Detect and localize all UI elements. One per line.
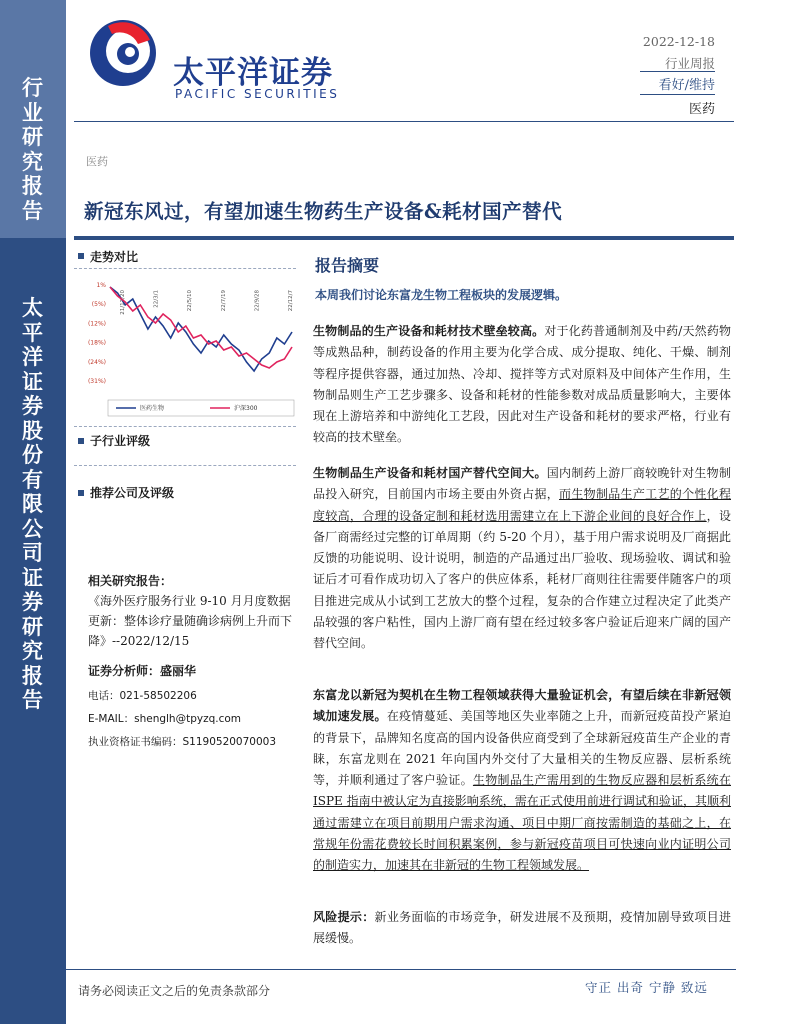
trend-chart — [82, 280, 298, 420]
rec-label: 推荐公司及评级 — [90, 486, 175, 500]
y-tick-label: (18%) — [87, 339, 106, 347]
category-label: 医药 — [86, 155, 108, 168]
divider — [74, 426, 296, 427]
summary-paragraph-3 — [313, 685, 731, 877]
analyst-email: E-MAIL：shenglh@tpyzq.com — [88, 713, 242, 725]
x-tick-label: 22/3/1 — [153, 290, 160, 308]
sidebar-main-label: 太 平 洋 证 券 股 份 有 限 公 司 证 券 研 究 报 告 — [22, 295, 44, 712]
paragraph-body: 对于化药普通制剂及中药/天然药物等成熟品种，制药设备的作用主要为化学合成、成分提取、纯化、干燥、制剂等程序提供容器，通过加热、冷却、搅拌等方式对原料及中间体产生作用，生物制品则生产工艺步骤多、设备和耗材的性能参数对成品质量影响大，主要体现在上游培养和中游纯化工艺段，因此对生产设备和耗材的要求严格，行业有较高的技术壁垒。 — [313, 324, 731, 445]
y-tick-label: 1% — [96, 282, 106, 289]
summary-paragraph-2 — [313, 463, 731, 655]
series-line — [110, 287, 292, 371]
x-tick-label: 22/5/10 — [187, 290, 194, 312]
related-text: 《海外医疗服务行业 9-10 月月度数据更新：整体诊疗量随确诊病例上升而下降》--2022/12/15 — [88, 594, 293, 648]
x-tick-label: 21/12/20 — [120, 290, 126, 315]
x-tick-label: 22/7/19 — [220, 290, 227, 312]
y-tick-label: (12%) — [87, 320, 106, 328]
divider — [74, 268, 296, 269]
summary-paragraph-1 — [313, 321, 731, 449]
header-rule — [74, 121, 734, 122]
y-tick-label: (24%) — [87, 358, 106, 366]
sub-rating-label: 子行业评级 — [90, 434, 151, 448]
sidebar-top-label: 行 业 研 究 报 告 — [22, 75, 44, 223]
header-divider — [640, 94, 715, 95]
rating-badge: 看好/维持 — [658, 78, 715, 93]
footer-rule — [66, 969, 736, 970]
analyst-phone: 电话：021-58502206 — [88, 690, 197, 702]
paragraph-body: ，设备厂商需经过完整的订单周期（约 5-20 个月），基于用户需求说明及厂商据此反馈的功能说明、设计说明，制造的产品通过出厂验收、现场验收、调试和验证后才可看作成功切入了客户的供应体系，耗材厂商则往往需要伴随客户的项目推进完成从小试到工艺放大的整个过程，复杂的合作建立过程决定了此类产品较强的客户粘性，国内上游厂商有望在经过较多客户验证后迎来广阔的国产替代空间。 — [313, 508, 731, 651]
report-date: 2022-12-18 — [642, 34, 715, 49]
header-divider — [640, 71, 715, 72]
summary-title: 报告摘要 — [315, 256, 380, 275]
report-type: 行业周报 — [664, 56, 715, 71]
paragraph-underlined: 而生物制品生产工艺的个性化程度较高，合理的设备定制和耗材选用需建立在上下游企业间的良好合作上 — [313, 487, 731, 523]
risk-text: 新业务面临的市场竞争，研发进展不及预期，疫情加剧导致项目进展缓慢。 — [313, 910, 731, 946]
related-research — [88, 571, 300, 651]
summary-subtitle: 本周我们讨论东富龙生物工程板块的发展逻辑。 — [315, 288, 568, 302]
paragraph-body: 在疫情蔓延、美国等地区失业率随之上升，而新冠疫苗投产紧迫的背景下，品牌知名度高的国内设备供应商受到了全球新冠疫苗生产企业的青睐，东富龙则在 2021 年向国内外交付了大量相关的生物反应器、层析系统等，并顺利通过了客户验证。 — [313, 709, 731, 788]
footer-motto: 守正 出奇 宁静 致远 — [585, 980, 708, 995]
legend-label: 沪深300 — [234, 405, 258, 412]
industry-label: 医药 — [688, 102, 715, 117]
risk-lead: 风险提示： — [313, 910, 375, 924]
logo-en-text: PACIFIC SECURITIES — [175, 87, 340, 101]
title-rule — [74, 236, 734, 240]
section-marker-icon — [78, 438, 84, 444]
risk-paragraph — [313, 907, 731, 950]
y-tick-label: (31%) — [87, 378, 106, 385]
logo-mark-icon — [88, 18, 158, 88]
paragraph-lead: 东富龙以新冠为契机在生物工程领域获得大量验证机会，有望后续在非新冠领域加速发展。 — [313, 688, 731, 724]
page-title: 新冠东风过，有望加速生物药生产设备&耗材国产替代 — [84, 200, 563, 223]
x-tick-label: 22/12/7 — [288, 290, 294, 312]
y-tick-label: (5%) — [91, 301, 106, 309]
related-title: 相关研究报告： — [88, 574, 173, 588]
x-tick-label: 22/9/28 — [254, 290, 261, 312]
analyst-license: 执业资格证书编码：S1190520070003 — [88, 736, 277, 748]
section-marker-icon — [78, 490, 84, 496]
analyst-name: 盛丽华 — [160, 664, 197, 678]
analyst — [88, 662, 196, 679]
legend-label: 医药生物 — [140, 405, 165, 412]
analyst-label: 证券分析师： — [88, 664, 161, 678]
divider — [74, 465, 296, 466]
trend-label: 走势对比 — [90, 250, 139, 264]
paragraph-lead: 生物制品的生产设备和耗材技术壁垒较高。 — [313, 324, 545, 338]
paragraph-lead: 生物制品生产设备和耗材国产替代空间大。 — [313, 466, 547, 480]
footer-disclaimer: 请务必阅读正文之后的免责条款部分 — [78, 984, 271, 998]
paragraph-underlined: 生物制品生产需用到的生物反应器和层析系统在 ISPE 指南中被认定为直接影响系统，需在正式使用前进行调试和验证，其顺利通过需建立在项目前期用户需求沟通、项目中期厂商按需制造的基础之上，在常规年份需花费较长时间积累案例，参与新冠疫苗项目可快速向业内证明公司的制造实力，加速其在非新冠的生物工程领域发展。 — [313, 773, 731, 873]
logo-cn-text: 太平洋证券 — [173, 55, 333, 91]
section-marker-icon — [78, 253, 84, 259]
paragraph-body: 国内制药上游厂商较晚针对生物制品投入研究，目前国内市场主要由外资占据， — [313, 466, 731, 502]
